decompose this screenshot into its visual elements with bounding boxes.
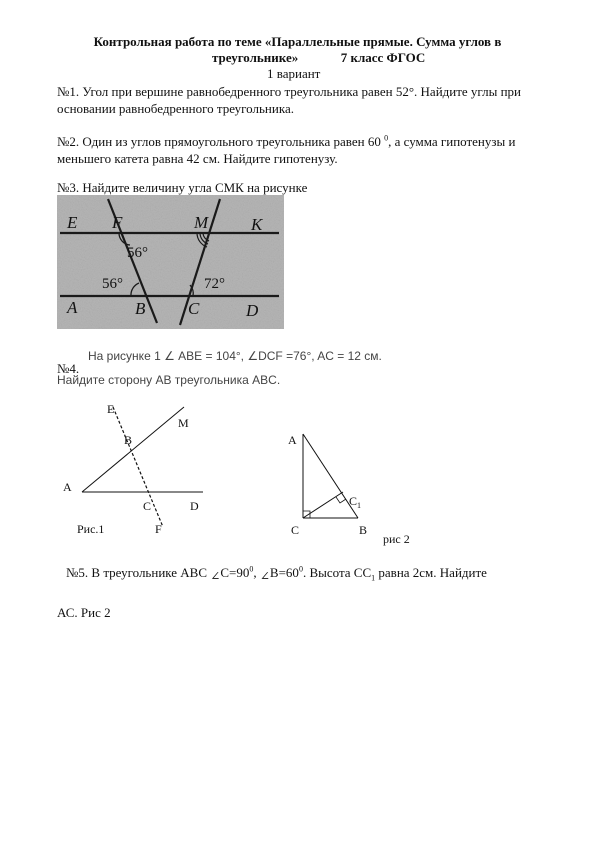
angle-symbol-B: ∠ (259, 569, 270, 583)
task2-line1 (57, 134, 515, 150)
label-F: F (112, 213, 123, 232)
task2-text-b: , а сумма гипотенузы и (388, 134, 516, 149)
fig2-label-C: C (291, 523, 300, 537)
label-C: C (188, 299, 200, 318)
task5-text-1: №5. В треугольнике АВС (66, 565, 211, 580)
label-M: M (194, 213, 209, 232)
fig1-label-B: B (124, 433, 133, 447)
fig1-label-F: F (155, 522, 162, 536)
label-B: B (135, 299, 146, 318)
angle-label-72: 72° (204, 276, 225, 292)
figure-1 (57, 395, 217, 540)
task5-line1 (66, 565, 487, 581)
fig2-label-A: A (288, 433, 297, 447)
task5-subscript-1: 1 (371, 573, 376, 583)
task4-scanned-text-2 (57, 373, 280, 387)
task4-scan-line1: На рисунке 1 ∠ ABE = 104°, ∠DCF =76°, AC = 12 см. (88, 349, 382, 363)
label-A: A (67, 298, 78, 317)
fig1-label-D: D (190, 499, 199, 513)
fig2-label-C1: $C_1$ (349, 494, 362, 510)
fig1-caption: Рис.1 (77, 522, 105, 536)
angle-symbol-C: ∠ (210, 569, 221, 583)
task3-text: №3. Найдите величину угла СМК на рисунке (57, 180, 308, 195)
title-grade: 7 класс ФГОС (340, 50, 426, 65)
fig2-label-B: B (359, 523, 368, 537)
task2-line2: меньшего катета равна 42 см. Найдите гипотенузу. (57, 151, 338, 166)
label-K: K (251, 215, 263, 234)
fig1-line-EF-dashed (113, 407, 163, 527)
task2-text-a: №2. Один из углов прямоугольного треугольника равен 60 (57, 134, 385, 149)
task2-degree: 0 (384, 133, 389, 143)
label-D: D (246, 301, 259, 320)
task1-line1: №1. Угол при вершине равнобедренного треугольника равен 52°. Найдите углы при (57, 84, 521, 99)
fig2-height-CC1 (303, 492, 343, 518)
task5-angle-C: С=90 (220, 565, 250, 580)
task5-line2: АС. Рис 2 (57, 605, 111, 620)
task5-separator: , (253, 565, 260, 580)
task5-height-text: . Высота СС (302, 565, 372, 580)
task1-line2: основании равнобедренного треугольника. (57, 101, 294, 116)
fig2-caption: рис 2 (383, 532, 410, 546)
fig1-line-AM (82, 407, 184, 492)
task5-degree-B: 0 (298, 564, 303, 574)
document-title-line2 (212, 50, 425, 66)
angle-label-56-bottom: 56° (102, 276, 123, 292)
task5-angle-B: В=60 (269, 565, 299, 580)
document-title-line1: Контрольная работа по теме «Параллельные прямые. Сумма углов в (93, 34, 502, 49)
fig1-label-M: M (178, 416, 189, 430)
fig1-label-A: A (63, 480, 72, 494)
task5-text-end: равна 2см. Найдите (375, 565, 487, 580)
fig1-label-E: E (107, 402, 115, 416)
task5-degree-C: 0 (249, 564, 254, 574)
task4-scanned-text (88, 349, 382, 363)
angle-label-56-top: 56° (127, 245, 148, 261)
title-topic-end: треугольнике» (212, 50, 299, 65)
fig1-label-C: C (143, 499, 152, 513)
task4-scan-line2: Найдите сторону AB треугольника ABC. (57, 373, 281, 387)
variant-label: 1 вариант (267, 66, 321, 81)
figure-2 (282, 425, 412, 550)
task4-number: №4. (57, 361, 80, 376)
label-E: E (67, 213, 78, 232)
task3-figure-photo (57, 195, 284, 329)
